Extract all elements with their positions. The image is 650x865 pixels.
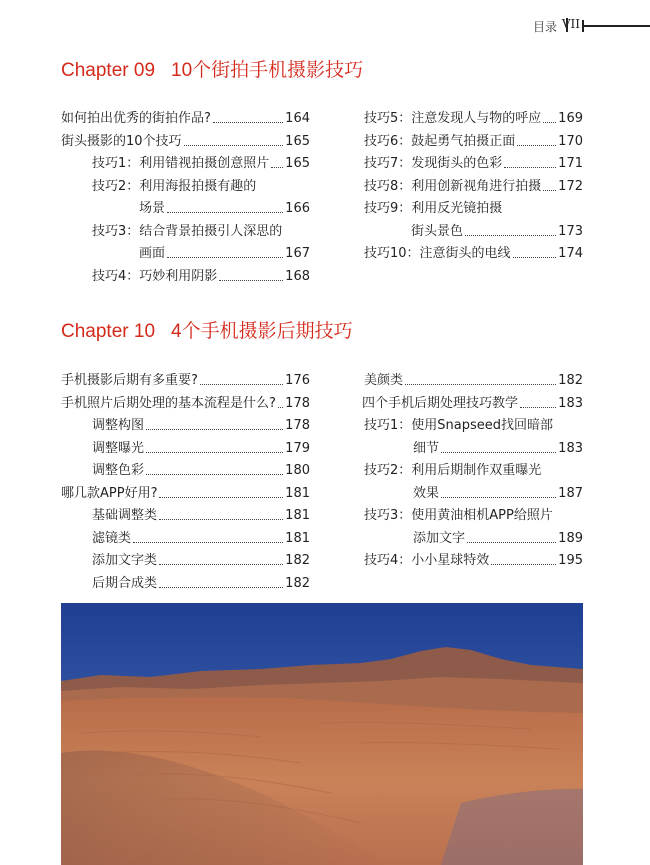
- toc-entry-page: 166: [285, 201, 310, 216]
- toc-leader: [184, 144, 284, 146]
- toc-entry[interactable]: [61, 366, 310, 388]
- toc-entry[interactable]: [364, 104, 583, 126]
- toc-entry[interactable]: [364, 456, 583, 478]
- toc-entry-page: 182: [285, 575, 310, 591]
- toc-entry-label: 美颜类: [364, 373, 404, 388]
- toc-entry-page: 176: [285, 373, 310, 388]
- toc-leader: [278, 406, 283, 408]
- toc-leader: [465, 234, 556, 236]
- toc-entry[interactable]: [364, 239, 583, 261]
- toc-leader: [517, 144, 556, 146]
- toc-entry-label: 调整构图: [92, 418, 145, 433]
- toc-entry-label: 基础调整类: [92, 508, 158, 523]
- toc-entry-label: 技巧9：利用反光镜拍摄: [364, 201, 503, 216]
- toc-entry[interactable]: [92, 501, 310, 523]
- toc-entry[interactable]: [413, 479, 583, 501]
- toc-entry-page: 165: [285, 156, 310, 171]
- chapter-9-heading: [61, 55, 363, 82]
- toc-entry[interactable]: [139, 239, 310, 261]
- toc-entry[interactable]: [364, 501, 583, 523]
- toc-leader: [159, 518, 283, 520]
- toc-entry-label: 街头景色: [411, 223, 464, 239]
- toc-entry[interactable]: [364, 366, 583, 388]
- toc-entry[interactable]: [92, 434, 310, 456]
- desert-photo-graphic: [61, 603, 583, 865]
- toc-entry-page: 189: [558, 530, 583, 546]
- toc-entry-label: 技巧3：结合背景拍摄引人深思的: [92, 223, 283, 239]
- toc-leader: [504, 166, 556, 168]
- toc-leader: [467, 541, 556, 543]
- toc-entry-label: 技巧3：使用黄油相机APP给照片: [364, 508, 553, 523]
- toc-entry-label: 画面: [139, 246, 166, 261]
- toc-entry-label: 调整曝光: [92, 440, 145, 456]
- toc-entry[interactable]: [364, 194, 583, 216]
- toc-entry-page: 187: [558, 485, 583, 501]
- toc-entry-page: 178: [285, 395, 310, 411]
- toc-entry[interactable]: [61, 127, 310, 149]
- toc-entry-label: 四个手机后期处理技巧教学: [362, 395, 519, 411]
- toc-leader: [271, 166, 283, 168]
- toc-leader: [167, 256, 283, 258]
- toc-leader: [213, 121, 283, 123]
- running-header: [480, 14, 650, 38]
- toc-entry[interactable]: [92, 411, 310, 433]
- toc-entry[interactable]: [139, 194, 310, 216]
- chapter-10-heading: [61, 316, 353, 343]
- desert-photo: [61, 603, 583, 865]
- toc-entry[interactable]: [92, 456, 310, 478]
- toc-entry-label: 添加文字类: [92, 553, 158, 568]
- toc-entry[interactable]: [92, 546, 310, 568]
- toc-entry-label: 手机照片后期处理的基本流程是什么?: [61, 395, 276, 411]
- toc-entry[interactable]: [61, 104, 310, 126]
- toc-entry[interactable]: [92, 172, 310, 194]
- toc-leader: [441, 496, 556, 498]
- chapter-10-title: 4个手机摄影后期技巧: [171, 321, 353, 342]
- toc-entry-label: 技巧2：利用后期制作双重曝光: [364, 463, 542, 478]
- toc-entry-label: 技巧8：利用创新视角进行拍摄: [364, 178, 542, 194]
- toc-entry-page: 168: [285, 268, 310, 284]
- toc-leader: [159, 563, 283, 565]
- toc-entry-page: 171: [558, 156, 583, 171]
- toc-entry[interactable]: [364, 546, 583, 568]
- toc-entry[interactable]: [362, 389, 583, 411]
- toc-entry-label: 街头摄影的10个技巧: [61, 133, 182, 149]
- toc-leader: [520, 406, 556, 408]
- toc-leader: [133, 541, 283, 543]
- toc-entry[interactable]: [364, 149, 583, 171]
- toc-leader: [146, 451, 283, 453]
- chapter-10-number: Chapter 10: [61, 321, 156, 342]
- toc-entry[interactable]: [92, 217, 310, 239]
- header-title: 目录: [532, 20, 557, 34]
- toc-entry[interactable]: [92, 149, 310, 171]
- toc-leader: [167, 211, 283, 213]
- toc-entry-page: 181: [285, 485, 310, 501]
- toc-entry-label: 场景: [139, 201, 166, 216]
- toc-entry-page: 182: [285, 553, 310, 568]
- toc-entry[interactable]: [92, 524, 310, 546]
- toc-leader: [543, 189, 556, 191]
- toc-entry-label: 技巧10：注意街头的电线: [364, 246, 511, 261]
- toc-entry-page: 183: [558, 440, 583, 456]
- toc-entry-page: 181: [285, 530, 310, 546]
- toc-entry[interactable]: [364, 172, 583, 194]
- toc-leader: [200, 383, 283, 385]
- toc-entry-page: 178: [285, 418, 310, 433]
- toc-entry-label: 如何拍出优秀的街拍作品?: [61, 111, 211, 126]
- toc-leader: [219, 279, 283, 281]
- toc-leader: [146, 473, 283, 475]
- chapter-9-title: 10个街拍手机摄影技巧: [171, 60, 364, 81]
- toc-leader: [441, 451, 556, 453]
- toc-leader: [146, 428, 283, 430]
- toc-entry-label: 技巧7：发现街头的色彩: [364, 156, 503, 171]
- toc-entry-label: 技巧5：注意发现人与物的呼应: [364, 111, 542, 126]
- toc-entry-page: 174: [558, 246, 583, 261]
- header-rule: [582, 25, 650, 27]
- toc-leader: [159, 586, 283, 588]
- toc-entry-page: 165: [285, 133, 310, 149]
- toc-entry[interactable]: [92, 569, 310, 591]
- toc-entry[interactable]: [92, 262, 310, 284]
- toc-entry-page: 170: [558, 133, 583, 149]
- toc-entry[interactable]: [61, 389, 310, 411]
- toc-entry-page: 172: [558, 178, 583, 194]
- toc-entry[interactable]: [413, 524, 583, 546]
- toc-entry-page: 195: [558, 553, 583, 568]
- toc-entry-label: 后期合成类: [92, 575, 158, 591]
- toc-entry-label: 哪几款APP好用?: [61, 485, 158, 501]
- toc-entry-label: 效果: [413, 485, 440, 501]
- toc-entry-label: 滤镜类: [92, 530, 132, 546]
- toc-entry-label: 技巧4：小小星球特效: [364, 553, 490, 568]
- toc-leader: [513, 256, 557, 258]
- toc-entry-label: 技巧2：利用海报拍摄有趣的: [92, 178, 257, 194]
- toc-entry[interactable]: [364, 411, 583, 433]
- header-page-number: VII: [561, 17, 580, 31]
- toc-entry-page: 173: [558, 223, 583, 239]
- toc-leader: [405, 383, 556, 385]
- toc-entry[interactable]: [411, 217, 583, 239]
- toc-entry-page: 180: [285, 463, 310, 478]
- toc-entry[interactable]: [364, 127, 583, 149]
- toc-entry-label: 技巧6：鼓起勇气拍摄正面: [364, 133, 516, 149]
- toc-entry-page: 169: [558, 111, 583, 126]
- toc-entry-page: 183: [558, 395, 583, 411]
- toc-entry-label: 技巧1：利用错视拍摄创意照片: [92, 156, 270, 171]
- toc-entry-label: 添加文字: [413, 530, 466, 546]
- toc-entry[interactable]: [61, 479, 310, 501]
- toc-entry-page: 164: [285, 111, 310, 126]
- toc-entry-page: 181: [285, 508, 310, 523]
- toc-entry-label: 技巧1：使用Snapseed找回暗部: [364, 418, 554, 433]
- toc-leader: [543, 121, 556, 123]
- toc-entry-label: 手机摄影后期有多重要?: [61, 373, 198, 388]
- toc-entry-label: 调整色彩: [92, 463, 145, 478]
- toc-entry-label: 细节: [413, 440, 440, 456]
- chapter-9-number: Chapter 09: [61, 60, 156, 81]
- toc-leader: [491, 563, 556, 565]
- toc-leader: [159, 496, 283, 498]
- toc-entry-page: 167: [285, 246, 310, 261]
- toc-entry-page: 179: [285, 440, 310, 456]
- toc-entry-page: 182: [558, 373, 583, 388]
- toc-entry[interactable]: [413, 434, 583, 456]
- toc-entry-label: 技巧4：巧妙利用阴影: [92, 268, 218, 284]
